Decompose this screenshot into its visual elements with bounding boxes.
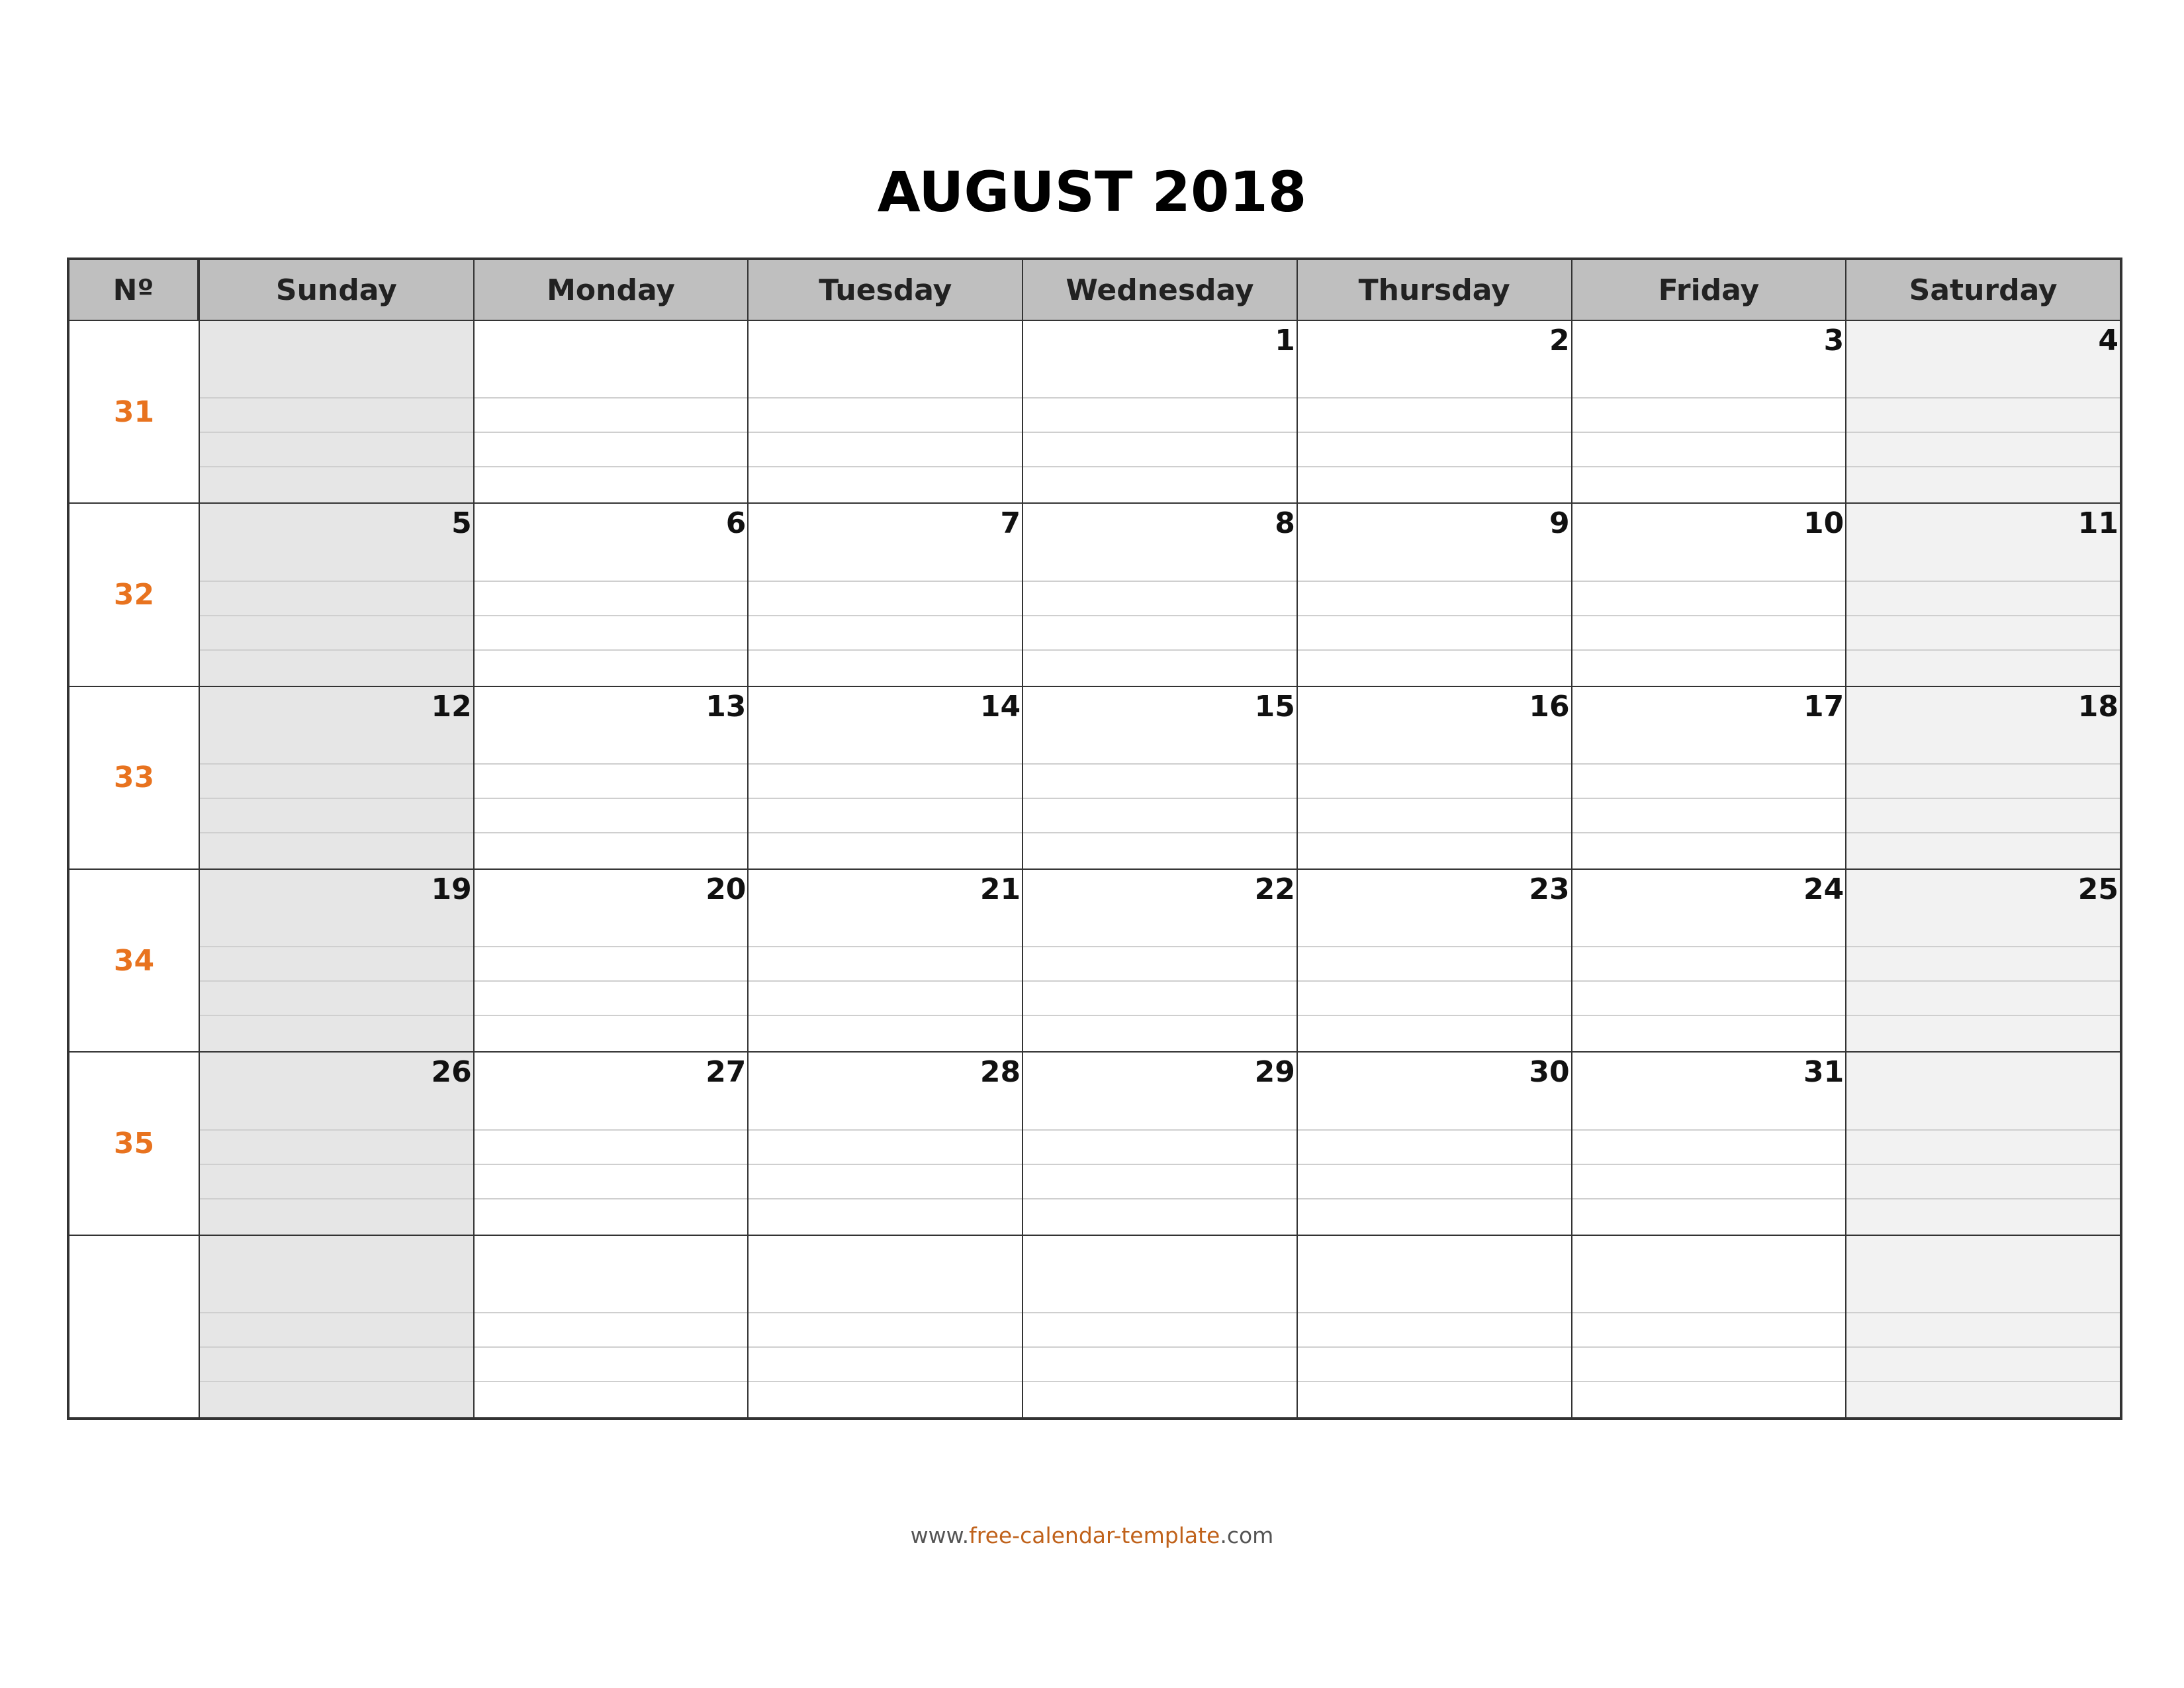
week-number bbox=[69, 1236, 199, 1417]
day-number: 27 bbox=[705, 1055, 747, 1090]
note-line bbox=[749, 832, 1022, 833]
day-cell[interactable] bbox=[1023, 870, 1297, 1051]
day-number: 26 bbox=[431, 1055, 472, 1090]
page-title: AUGUST 2018 bbox=[877, 160, 1307, 224]
day-number: 13 bbox=[705, 689, 747, 724]
note-line bbox=[475, 946, 748, 947]
footer-prefix: www. bbox=[910, 1523, 970, 1548]
note-line bbox=[1846, 763, 2120, 765]
note-line bbox=[475, 615, 748, 616]
note-line bbox=[475, 397, 748, 399]
note-line bbox=[1846, 466, 2120, 467]
day-cell[interactable] bbox=[749, 1236, 1022, 1417]
day-number: 25 bbox=[2077, 872, 2118, 906]
note-line bbox=[200, 466, 473, 467]
week-number: 31 bbox=[69, 321, 199, 502]
note-line bbox=[749, 615, 1022, 616]
day-cell[interactable] bbox=[1572, 687, 1846, 868]
week-number-header: Nº bbox=[69, 260, 199, 320]
note-line bbox=[1298, 946, 1571, 947]
day-cell[interactable] bbox=[1572, 504, 1846, 685]
note-line bbox=[200, 832, 473, 833]
day-cell[interactable] bbox=[1023, 321, 1297, 502]
note-line bbox=[1846, 1198, 2120, 1199]
day-number: 20 bbox=[705, 872, 747, 906]
footer-url[interactable] bbox=[0, 1523, 2184, 1548]
note-line bbox=[1023, 581, 1297, 582]
day-cell[interactable] bbox=[1572, 321, 1846, 502]
note-line bbox=[1846, 832, 2120, 833]
note-line bbox=[1572, 466, 1846, 467]
day-number: 1 bbox=[1275, 324, 1295, 357]
note-line bbox=[1298, 615, 1571, 616]
note-line bbox=[1572, 615, 1846, 616]
note-line bbox=[1846, 581, 2120, 582]
note-line bbox=[1023, 763, 1297, 765]
note-line bbox=[1023, 1312, 1297, 1313]
note-line bbox=[1298, 649, 1571, 651]
week-number: 33 bbox=[69, 687, 199, 868]
day-number: 5 bbox=[451, 506, 472, 541]
day-cell[interactable] bbox=[749, 504, 1022, 685]
note-line bbox=[200, 798, 473, 799]
note-line bbox=[1846, 432, 2120, 433]
note-line bbox=[1298, 432, 1571, 433]
day-cell[interactable] bbox=[1846, 321, 2120, 502]
day-cell[interactable] bbox=[1023, 504, 1297, 685]
day-number: 18 bbox=[2077, 689, 2118, 724]
note-line bbox=[1846, 649, 2120, 651]
note-line bbox=[200, 615, 473, 616]
note-line bbox=[475, 980, 748, 982]
note-line bbox=[749, 1381, 1022, 1382]
day-cell[interactable] bbox=[749, 321, 1022, 502]
note-line bbox=[1572, 581, 1846, 582]
day-number: 4 bbox=[2098, 324, 2118, 357]
note-line bbox=[475, 581, 748, 582]
day-header-wednesday: Wednesday bbox=[1023, 260, 1297, 320]
footer-suffix: .com bbox=[1220, 1523, 1274, 1548]
note-line bbox=[1298, 798, 1571, 799]
note-line bbox=[749, 946, 1022, 947]
note-line bbox=[1298, 1346, 1571, 1348]
day-cell[interactable] bbox=[200, 1236, 473, 1417]
note-line bbox=[200, 1312, 473, 1313]
day-cell[interactable] bbox=[475, 321, 748, 502]
day-number: 8 bbox=[1275, 506, 1295, 541]
day-cell[interactable] bbox=[1298, 1236, 1571, 1417]
day-cell[interactable] bbox=[200, 1053, 473, 1234]
day-number: 15 bbox=[1254, 689, 1295, 724]
note-line bbox=[200, 1198, 473, 1199]
note-line bbox=[475, 1164, 748, 1165]
note-line bbox=[1023, 1164, 1297, 1165]
note-line bbox=[200, 980, 473, 982]
note-line bbox=[749, 432, 1022, 433]
note-line bbox=[200, 649, 473, 651]
note-line bbox=[749, 397, 1022, 399]
note-line bbox=[1572, 1015, 1846, 1016]
note-line bbox=[749, 1312, 1022, 1313]
note-line bbox=[1023, 1015, 1297, 1016]
note-line bbox=[1572, 946, 1846, 947]
note-line bbox=[200, 432, 473, 433]
note-line bbox=[1298, 397, 1571, 399]
note-line bbox=[1023, 946, 1297, 947]
note-line bbox=[200, 1015, 473, 1016]
day-cell[interactable] bbox=[1298, 1053, 1571, 1234]
note-line bbox=[1572, 832, 1846, 833]
day-cell[interactable] bbox=[749, 870, 1022, 1051]
day-cell[interactable] bbox=[749, 1053, 1022, 1234]
day-cell[interactable] bbox=[200, 870, 473, 1051]
note-line bbox=[475, 798, 748, 799]
day-number: 10 bbox=[1803, 506, 1844, 541]
note-line bbox=[1846, 1346, 2120, 1348]
day-cell[interactable] bbox=[200, 321, 473, 502]
day-cell[interactable] bbox=[1572, 1236, 1846, 1417]
day-cell[interactable] bbox=[749, 687, 1022, 868]
day-cell[interactable] bbox=[1846, 1053, 2120, 1234]
note-line bbox=[749, 1164, 1022, 1165]
note-line bbox=[1298, 1015, 1571, 1016]
day-cell[interactable] bbox=[475, 870, 748, 1051]
day-cell[interactable] bbox=[1846, 870, 2120, 1051]
day-cell[interactable] bbox=[1846, 1236, 2120, 1417]
note-line bbox=[1572, 1198, 1846, 1199]
day-number: 22 bbox=[1254, 872, 1295, 906]
note-line bbox=[1023, 1129, 1297, 1131]
note-line bbox=[749, 1346, 1022, 1348]
note-line bbox=[1298, 1164, 1571, 1165]
note-line bbox=[1572, 1346, 1846, 1348]
note-line bbox=[749, 980, 1022, 982]
day-cell[interactable] bbox=[1846, 504, 2120, 685]
day-number: 12 bbox=[431, 689, 472, 724]
note-line bbox=[200, 1129, 473, 1131]
note-line bbox=[1846, 946, 2120, 947]
day-number: 19 bbox=[431, 872, 472, 906]
day-header-friday: Friday bbox=[1572, 260, 1846, 320]
day-cell[interactable] bbox=[1298, 687, 1571, 868]
note-line bbox=[1298, 763, 1571, 765]
day-number: 14 bbox=[979, 689, 1021, 724]
day-number: 23 bbox=[1529, 872, 1570, 906]
week-number: 34 bbox=[69, 870, 199, 1051]
note-line bbox=[1023, 1346, 1297, 1348]
note-line bbox=[1846, 1015, 2120, 1016]
note-line bbox=[1572, 798, 1846, 799]
day-number: 31 bbox=[1803, 1055, 1844, 1090]
day-number: 6 bbox=[725, 506, 747, 541]
day-cell[interactable] bbox=[1846, 687, 2120, 868]
note-line bbox=[1023, 397, 1297, 399]
note-line bbox=[1298, 832, 1571, 833]
note-line bbox=[200, 1381, 473, 1382]
day-number: 24 bbox=[1803, 872, 1844, 906]
day-cell[interactable] bbox=[200, 687, 473, 868]
note-line bbox=[200, 763, 473, 765]
note-line bbox=[200, 397, 473, 399]
note-line bbox=[1572, 1164, 1846, 1165]
note-line bbox=[1023, 798, 1297, 799]
note-line bbox=[749, 1015, 1022, 1016]
week-number: 35 bbox=[69, 1053, 199, 1234]
day-cell[interactable] bbox=[475, 1053, 748, 1234]
day-number: 16 bbox=[1529, 689, 1570, 724]
note-line bbox=[749, 1198, 1022, 1199]
note-line bbox=[1298, 980, 1571, 982]
day-header-monday: Monday bbox=[475, 260, 748, 320]
note-line bbox=[1023, 432, 1297, 433]
day-number: 7 bbox=[1000, 506, 1021, 541]
note-line bbox=[475, 649, 748, 651]
note-line bbox=[1023, 832, 1297, 833]
note-line bbox=[475, 1129, 748, 1131]
day-number: 30 bbox=[1529, 1055, 1570, 1090]
note-line bbox=[475, 466, 748, 467]
note-line bbox=[200, 1164, 473, 1165]
note-line bbox=[200, 946, 473, 947]
day-cell[interactable] bbox=[1572, 1053, 1846, 1234]
day-cell[interactable] bbox=[200, 504, 473, 685]
note-line bbox=[1023, 615, 1297, 616]
note-line bbox=[749, 649, 1022, 651]
day-number: 29 bbox=[1254, 1055, 1295, 1090]
note-line bbox=[1572, 1129, 1846, 1131]
note-line bbox=[1298, 1198, 1571, 1199]
day-number: 17 bbox=[1803, 689, 1844, 724]
note-line bbox=[1572, 980, 1846, 982]
day-number: 9 bbox=[1549, 506, 1570, 541]
note-line bbox=[475, 1346, 748, 1348]
day-cell[interactable] bbox=[1023, 1053, 1297, 1234]
note-line bbox=[1846, 798, 2120, 799]
note-line bbox=[749, 466, 1022, 467]
note-line bbox=[1298, 466, 1571, 467]
calendar-grid bbox=[67, 258, 2122, 1420]
note-line bbox=[749, 581, 1022, 582]
note-line bbox=[1023, 649, 1297, 651]
note-line bbox=[1298, 1129, 1571, 1131]
note-line bbox=[1846, 615, 2120, 616]
note-line bbox=[1023, 1198, 1297, 1199]
day-number: 21 bbox=[979, 872, 1021, 906]
note-line bbox=[1572, 397, 1846, 399]
day-cell[interactable] bbox=[1298, 504, 1571, 685]
note-line bbox=[1298, 1381, 1571, 1382]
note-line bbox=[1846, 1312, 2120, 1313]
note-line bbox=[749, 1129, 1022, 1131]
note-line bbox=[1572, 432, 1846, 433]
day-cell[interactable] bbox=[475, 1236, 748, 1417]
day-cell[interactable] bbox=[1023, 687, 1297, 868]
day-number: 3 bbox=[1823, 324, 1844, 357]
day-cell[interactable] bbox=[1572, 870, 1846, 1051]
note-line bbox=[1572, 1381, 1846, 1382]
day-header-tuesday: Tuesday bbox=[749, 260, 1022, 320]
note-line bbox=[1846, 1164, 2120, 1165]
note-line bbox=[1298, 1312, 1571, 1313]
note-line bbox=[1572, 649, 1846, 651]
day-cell[interactable] bbox=[1298, 870, 1571, 1051]
day-header-saturday: Saturday bbox=[1846, 260, 2120, 320]
day-header-sunday: Sunday bbox=[200, 260, 473, 320]
note-line bbox=[475, 1381, 748, 1382]
day-cell[interactable] bbox=[1023, 1236, 1297, 1417]
day-header-thursday: Thursday bbox=[1298, 260, 1571, 320]
note-line bbox=[1846, 397, 2120, 399]
day-cell[interactable] bbox=[475, 687, 748, 868]
day-number: 28 bbox=[979, 1055, 1021, 1090]
note-line bbox=[749, 763, 1022, 765]
day-cell[interactable] bbox=[1298, 321, 1571, 502]
day-cell[interactable] bbox=[475, 504, 748, 685]
note-line bbox=[1023, 466, 1297, 467]
note-line bbox=[1023, 980, 1297, 982]
note-line bbox=[475, 832, 748, 833]
note-line bbox=[1023, 1381, 1297, 1382]
note-line bbox=[475, 763, 748, 765]
note-line bbox=[475, 432, 748, 433]
note-line bbox=[1846, 980, 2120, 982]
note-line bbox=[1846, 1381, 2120, 1382]
note-line bbox=[475, 1198, 748, 1199]
note-line bbox=[475, 1312, 748, 1313]
day-number: 2 bbox=[1549, 324, 1570, 357]
note-line bbox=[1846, 1129, 2120, 1131]
footer-brand: free-calendar-template bbox=[969, 1523, 1220, 1548]
note-line bbox=[475, 1015, 748, 1016]
note-line bbox=[749, 798, 1022, 799]
note-line bbox=[200, 1346, 473, 1348]
note-line bbox=[200, 581, 473, 582]
note-line bbox=[1298, 581, 1571, 582]
note-line bbox=[1572, 763, 1846, 765]
note-line bbox=[1572, 1312, 1846, 1313]
day-number: 11 bbox=[2077, 506, 2118, 541]
week-number: 32 bbox=[69, 504, 199, 685]
